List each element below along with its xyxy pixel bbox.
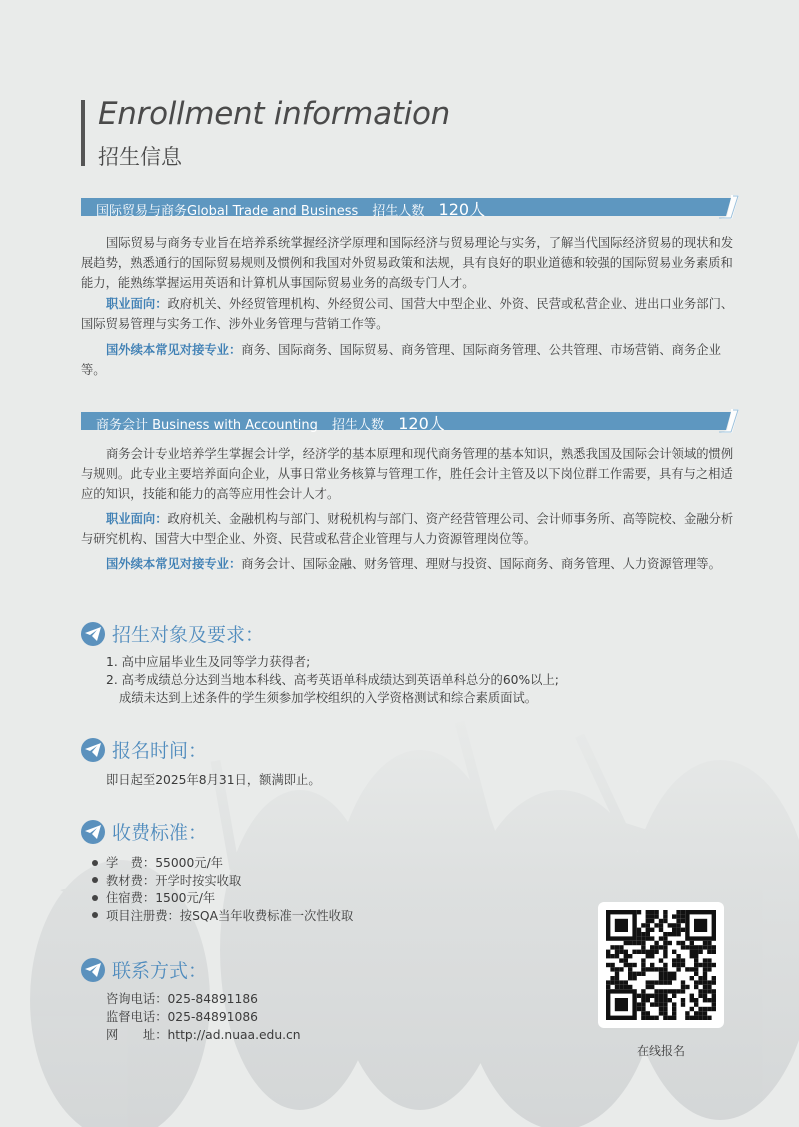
page-title-cn: 招生信息	[98, 145, 182, 169]
overseas-paragraph-accounting	[81, 554, 739, 574]
bullet-icon	[92, 877, 98, 883]
paper-plane-icon	[81, 622, 105, 646]
career-text: 政府机关、外经贸管理机构、外经贸公司、国营大中型企业、外资、民营或私营企业、进出口业务部门、国际贸易管理与实务工作、涉外业务管理与营销工作等。	[81, 297, 734, 331]
section-title: 招生对象及要求：	[112, 624, 265, 646]
career-label: 职业面向：	[106, 297, 168, 311]
career-label: 职业面向：	[106, 512, 168, 526]
quota-label: 招生人数	[372, 204, 425, 219]
website-link[interactable]: 网 址：http://ad.nuaa.edu.cn	[106, 1028, 301, 1042]
fee-list	[92, 855, 353, 925]
career-paragraph-accounting	[81, 509, 739, 549]
program-intro-trade: 国际贸易与商务专业旨在培养系统掌握经济学原理和国际经济与贸易理论与实务，了解当代国际经济贸易的现状和发展趋势，熟悉通行的国际贸易规则及惯例和我国对外贸易政策和法规，具有良好的职业道德和较强的国际贸易业务素质和能力，能熟练掌握运用英语和计算机从事国际贸易业务的高级专门人才。	[81, 236, 734, 290]
section-title: 报名时间：	[112, 740, 208, 762]
program-name: 商务会计 Business with Accounting	[96, 418, 318, 433]
requirement-item: 1. 高中应届毕业生及同等学力获得者;	[106, 655, 311, 669]
bullet-icon	[92, 895, 98, 901]
quota-count: 120人	[398, 414, 445, 433]
paper-plane-icon	[81, 958, 105, 982]
quota-count: 120人	[438, 200, 486, 219]
paper-plane-icon	[81, 820, 105, 844]
program-banner-trade	[81, 195, 739, 219]
qr-code-icon[interactable]	[598, 902, 724, 1028]
bullet-icon	[92, 860, 98, 866]
bullet-icon	[92, 912, 98, 918]
deadline-text: 即日起至2025年8月31日，额满即止。	[106, 773, 321, 787]
consult-phone: 咨询电话：025-84891186	[106, 992, 258, 1006]
paper-plane-icon	[81, 738, 105, 762]
overseas-paragraph-trade	[81, 340, 739, 380]
list-item: 住宿费：1500元/年	[92, 890, 353, 908]
section-title: 收费标准：	[112, 822, 208, 844]
section-title: 联系方式：	[112, 960, 208, 982]
program-banner-accounting	[81, 409, 739, 433]
program-intro-accounting: 商务会计专业培养学生掌握会计学，经济学的基本原理和现代商务管理的基本知识，熟悉我国及国际会计领域的惯例与规则。此专业主要培养面向企业，从事日常业务核算与管理工作，胜任会计主管及以下岗位群工作需要，具有与之相适应的知识，技能和能力的高等应用性会计人才。	[81, 447, 734, 501]
qr-label: 在线报名	[636, 1044, 685, 1058]
requirement-item: 2. 高考成绩总分达到当地本科线、高考英语单科成绩达到英语单科总分的60%以上;	[106, 673, 559, 687]
list-item: 项目注册费：按SQA当年收费标准一次性收取	[92, 908, 353, 926]
list-item: 教材费：开学时按实收取	[92, 873, 353, 891]
supervise-phone: 监督电话：025-84891086	[106, 1010, 258, 1024]
career-text: 政府机关、金融机构与部门、财税机构与部门、资产经营管理公司、会计师事务所、高等院校、金融分析与研究机构、国营大中型企业、外资、民营或私营企业管理与人力资源管理岗位等。	[81, 512, 734, 546]
list-item: 学 费：55000元/年	[92, 855, 353, 873]
program-name: 国际贸易与商务Global Trade and Business	[96, 204, 359, 219]
overseas-label: 国外续本常见对接专业：	[106, 343, 242, 357]
overseas-text: 商务会计、国际金融、财务管理、理财与投资、国际商务、商务管理、人力资源管理等。	[241, 557, 721, 571]
career-paragraph-trade	[81, 294, 739, 334]
requirement-note: 成绩未达到上述条件的学生须参加学校组织的入学资格测试和综合素质面试。	[119, 691, 538, 705]
overseas-text: 商务、国际商务、国际贸易、商务管理、国际商务管理、公共管理、市场营销、商务企业等。	[81, 343, 721, 377]
title-accent-bar	[81, 100, 85, 166]
page-title-en: Enrollment information	[98, 96, 450, 132]
overseas-label: 国外续本常见对接专业：	[106, 557, 242, 571]
quota-label: 招生人数	[332, 418, 385, 433]
